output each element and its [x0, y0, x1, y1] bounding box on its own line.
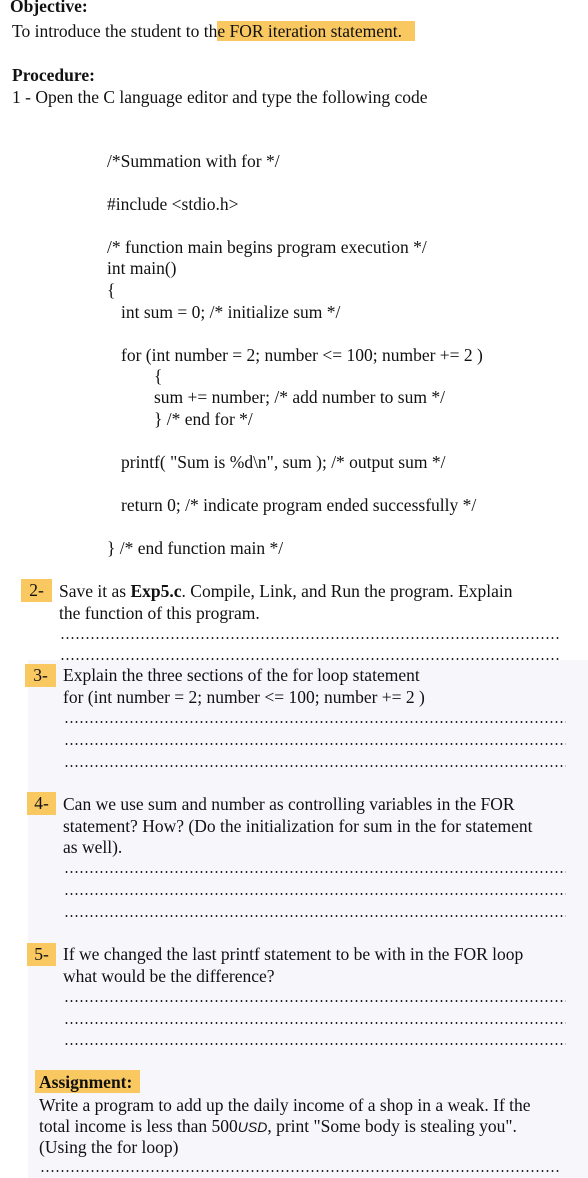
assignment-text-line-3: (Using the for loop) — [39, 1137, 179, 1157]
objective-heading: Objective: — [10, 0, 88, 16]
answer-line — [60, 658, 561, 660]
assignment-heading: Assignment: — [35, 1070, 140, 1093]
question-4-text-line-2: statement? How? (Do the initialization for sum in the for statement — [63, 816, 533, 836]
question-2-text-part: . Compile, Link, and Run the program. Explain — [181, 581, 513, 601]
code-line: { — [154, 366, 163, 386]
assignment-currency-unit: USD — [237, 1119, 268, 1135]
code-line: /* function main begins program execution */ — [107, 237, 427, 257]
code-line: #include <stdio.h> — [107, 194, 239, 214]
question-3-text-line-2: for (int number = 2; number <= 100; number += 2 ) — [63, 687, 425, 707]
assignment-text-part: total income is less than 500 — [39, 1116, 238, 1136]
objective-text-plain: To introduce the student to th — [12, 21, 218, 41]
answer-line — [64, 915, 566, 917]
code-line: int sum = 0; /* initialize sum */ — [121, 302, 341, 322]
answer-line — [64, 1000, 566, 1002]
objective-text-highlight: e FOR iteration statement. — [217, 21, 416, 41]
question-3-text-line-1: Explain the three sections of the for loop statement — [63, 665, 420, 685]
assignment-text-part: , print "Some body is stealing you". — [267, 1116, 517, 1136]
code-line: } /* end for */ — [154, 409, 253, 429]
code-line: int main() — [107, 258, 177, 278]
code-line: return 0; /* indicate program ended successfully */ — [121, 495, 477, 515]
question-4-text-line-1: Can we use sum and number as controlling variables in the FOR — [63, 794, 515, 814]
question-2-filename: Exp5.c — [130, 581, 182, 601]
code-line: /*Summation with for */ — [107, 151, 280, 171]
assignment-text-line-1: Write a program to add up the daily income of a shop in a weak. If the — [39, 1095, 531, 1115]
answer-line — [64, 1043, 566, 1045]
question-4-text-line-3: as well). — [63, 837, 123, 857]
assignment-text-line-2 — [39, 1116, 517, 1138]
code-line: sum += number; /* add number to sum */ — [154, 387, 445, 407]
code-line: { — [107, 280, 116, 300]
question-5-text-line-2: what would be the difference? — [63, 966, 275, 986]
question-2-text-part: Save it as — [59, 581, 131, 601]
answer-line — [64, 1022, 566, 1024]
question-2-text — [59, 581, 513, 602]
procedure-heading: Procedure: — [12, 65, 95, 85]
answer-line — [64, 765, 566, 767]
question-4-number: 4- — [27, 792, 56, 815]
question-2-number: 2- — [21, 579, 52, 602]
answer-line — [40, 1170, 560, 1172]
code-line: for (int number = 2; number <= 100; number += 2 ) — [121, 345, 483, 365]
code-line: } /* end function main */ — [107, 538, 284, 558]
answer-line — [60, 637, 561, 639]
answer-line — [64, 893, 566, 895]
answer-line — [64, 871, 566, 873]
answer-line — [64, 721, 566, 723]
answer-line — [64, 743, 566, 745]
code-line: printf( "Sum is %d\n", sum ); /* output sum */ — [121, 452, 446, 472]
question-3-number: 3- — [25, 664, 56, 687]
question-5-number: 5- — [27, 943, 56, 966]
procedure-step-1: 1 - Open the C language editor and type the following code — [12, 87, 428, 107]
question-2-text-line-2: the function of this program. — [59, 603, 260, 623]
question-5-text-line-1: If we changed the last printf statement to be with in the FOR loop — [63, 944, 524, 964]
objective-text — [12, 21, 415, 42]
